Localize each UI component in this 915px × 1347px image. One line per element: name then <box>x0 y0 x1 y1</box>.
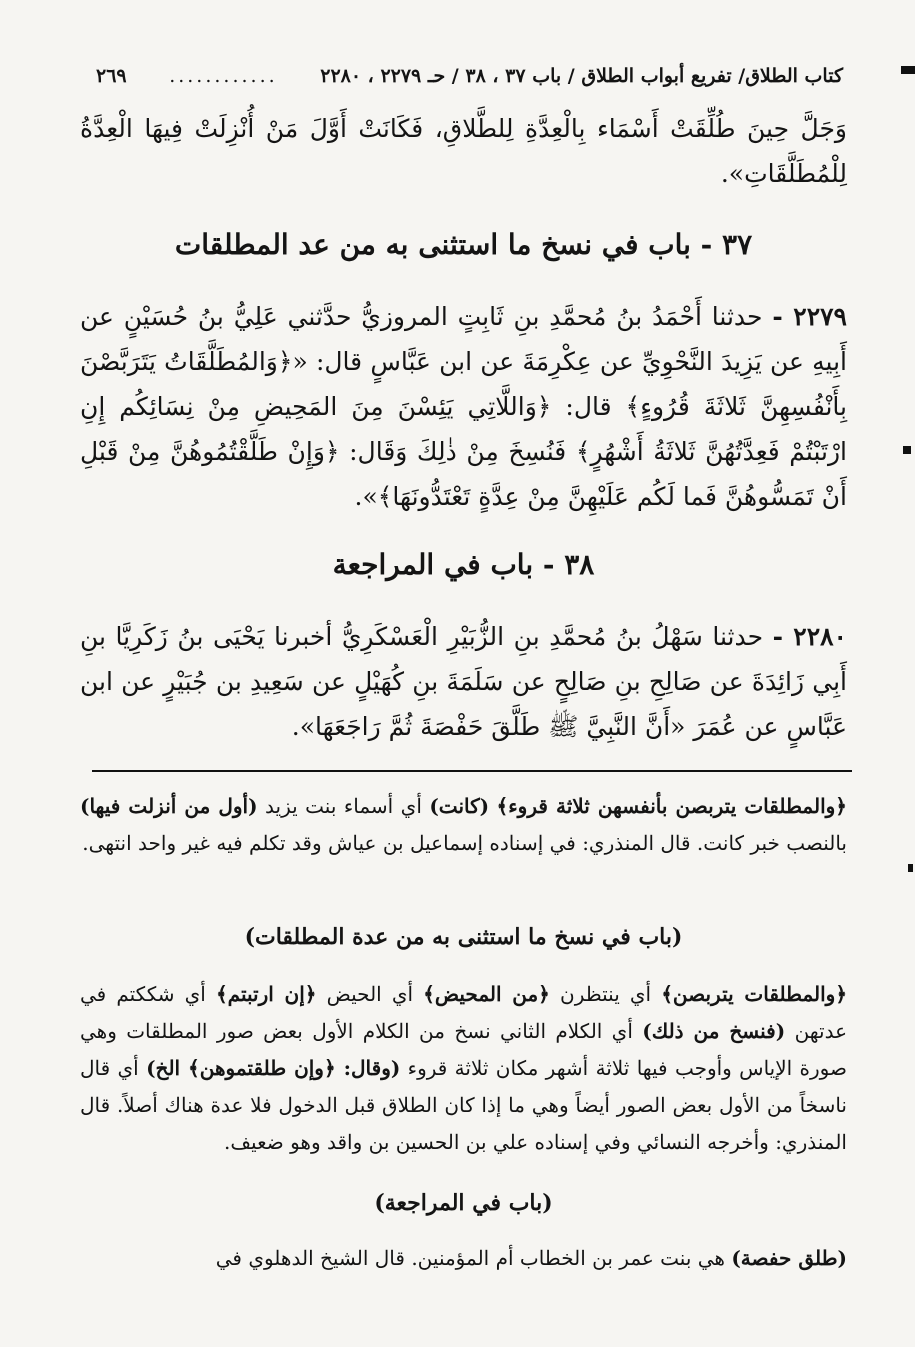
note2-bold-1: ﴿والمطلقات يتربصن﴾ <box>661 982 848 1006</box>
note1-quote: ﴿والمطلقات يتربصن بأنفسهن ثلاثة قروء﴾ <box>496 794 847 818</box>
hadith-2279-text: حدثنا أَحْمَدُ بنُ مُحمَّدِ بنِ ثَابِتٍ المروزيُّ حدَّثني عَلِيُّ بنُ حُسَيْنٍ عن أَبِيهِ عن يَزِيدَ النَّحْوِيِّ عن عِكْرِمَةَ عن ابن عَبَّاسٍ قال: «﴿وَالمُطَلَّقَاتُ يَتَرَبَّصْنَ بِأَنْفُسِهِنَّ ثَلاثَةَ قُرُوءٍ﴾ قال: ﴿وَاللَّاتِي يَئِسْنَ مِنَ المَحِيضِ مِنْ نِسَائِكُم إِنِ ارْتَبْتُمْ فَعِدَّتُهُنَّ ثَلاثَةُ أَشْهُرٍ﴾ فَنُسِخَ مِنْ ذٰلِكَ وَقَال: ﴿وَإِنْ طَلَّقْتُمُوهُنَّ مِنْ قَبْلِ أَنْ تَمَسُّوهُنَّ فَما لَكُم عَلَيْهِنَّ مِنْ عِدَّةٍ تَعْتَدُّونَهَا﴾». <box>80 302 847 511</box>
note2-text-5: أي قال ناسخاً من الأول بعض الصور أيضاً وهي ما إذا كان الطلاق قبل الدخول فلا عدة هناك أصلاً. قال المنذري: وأخرجه النسائي وفي إسناده علي بن الحسين بن واقد وهو ضعيف. <box>80 1056 847 1154</box>
hadith-2279 <box>80 294 847 519</box>
commentary-heading-1-text: (باب في نسخ ما استثنى به من عدة المطلقات) <box>244 924 683 950</box>
hadith-2280-text: حدثنا سَهْلُ بنُ مُحمَّدِ بنِ الزُّبَيْرِ الْعَسْكَرِيُّ أخبرنا يَحْيَى بنُ زَكَرِيَّا بنِ أَبِي زَائِدَةَ عن صَالِحِ بنِ صَالِحٍ عن سَلَمَةَ بنِ كُهَيْلٍ عن سَعِيدِ بن جُبَيْرٍ عن ابن عَبَّاسٍ عن عُمَرَ «أَنَّ النَّبِيَّ ﷺ طَلَّقَ حَفْصَةَ ثُمَّ رَاجَعَهَا». <box>80 622 847 741</box>
section-37-title: في نسخ ما استثنى به من عد المطلقات <box>174 228 639 261</box>
edge-mark-middle <box>903 446 911 454</box>
commentary-heading-1 <box>80 924 847 950</box>
commentary-note-1 <box>80 788 847 862</box>
note2-text-3: أي شككتم في عدتهن <box>80 982 848 1043</box>
section-37-heading <box>80 228 847 261</box>
note1-text-1: أي أسماء بنت يزيد <box>265 794 422 818</box>
note1-bold-1: (كانت) <box>429 794 490 818</box>
commentary-note-2 <box>80 976 847 1161</box>
note2-bold-3: ﴿إن ارتبتم﴾ <box>215 982 317 1006</box>
hadith-2279-number: ٢٢٧٩ - <box>772 302 847 331</box>
note1-text-2: بالنصب خبر كانت. قال المنذري: في إسناده إسماعيل بن عياش وقد تكلم فيه غير واحد انتهى. <box>82 831 847 855</box>
section-37-number: ٣٧ - <box>700 228 753 261</box>
section-37-bab: باب <box>648 228 691 261</box>
page-number: ٢٦٩ <box>96 65 127 87</box>
note2-bold-4: (فنسخ من ذلك) <box>642 1019 786 1043</box>
footnote-divider <box>92 770 852 772</box>
section-38-bab: باب <box>490 548 534 581</box>
commentary-heading-2-text: (باب في المراجعة) <box>374 1190 553 1216</box>
section-38-title: في المراجعة <box>332 548 481 581</box>
header-dots: ............ <box>169 65 278 87</box>
commentary-heading-2 <box>80 1190 847 1216</box>
header-title: كتاب الطلاق/ تفريع أبواب الطلاق / باب ٣٧ ، ٣٨ / حـ ٢٢٧٩ ، ٢٢٨٠ <box>320 65 843 87</box>
section-38-number: ٣٨ - <box>542 548 595 581</box>
section-38-heading <box>80 548 847 581</box>
edge-mark-top <box>901 66 915 74</box>
note3-bold-1: (طلق حفصة) <box>731 1246 847 1270</box>
note2-text-4: أي الكلام الثاني نسخ من الكلام الأول بعض صور المطلقات وهي صورة الإياس وأوجب فيها ثلاثة أشهر مكان ثلاثة قروء <box>80 1019 847 1080</box>
note2-bold-2: ﴿من المحيض﴾ <box>423 982 550 1006</box>
edge-mark-lower <box>908 864 913 872</box>
intro-paragraph <box>80 106 847 196</box>
intro-text: وَجَلَّ حِينَ طُلِّقَتْ أَسْمَاء بِالْعِدَّةِ لِلطَّلاقِ، فَكَانَتْ أَوَّلَ مَنْ أُنْزِلَتْ فِيهَا الْعِدَّةُ لِلْمُطَلَّقَاتِ». <box>80 114 847 188</box>
hadith-2280 <box>80 614 847 749</box>
hadith-2280-number: ٢٢٨٠ - <box>772 622 847 651</box>
note2-bold-5: (وقال: ﴿وإن طلقتموهن﴾ الخ) <box>146 1056 401 1080</box>
commentary-note-3 <box>80 1240 847 1277</box>
running-header <box>96 56 843 96</box>
note2-text-2: أي الحيض <box>326 982 414 1006</box>
note2-text-1: أي ينتظرن <box>560 982 652 1006</box>
note1-bold-2: (أول من أنزلت فيها) <box>80 794 258 818</box>
note3-text-1: هي بنت عمر بن الخطاب أم المؤمنين. قال الشيخ الدهلوي في <box>215 1246 725 1270</box>
